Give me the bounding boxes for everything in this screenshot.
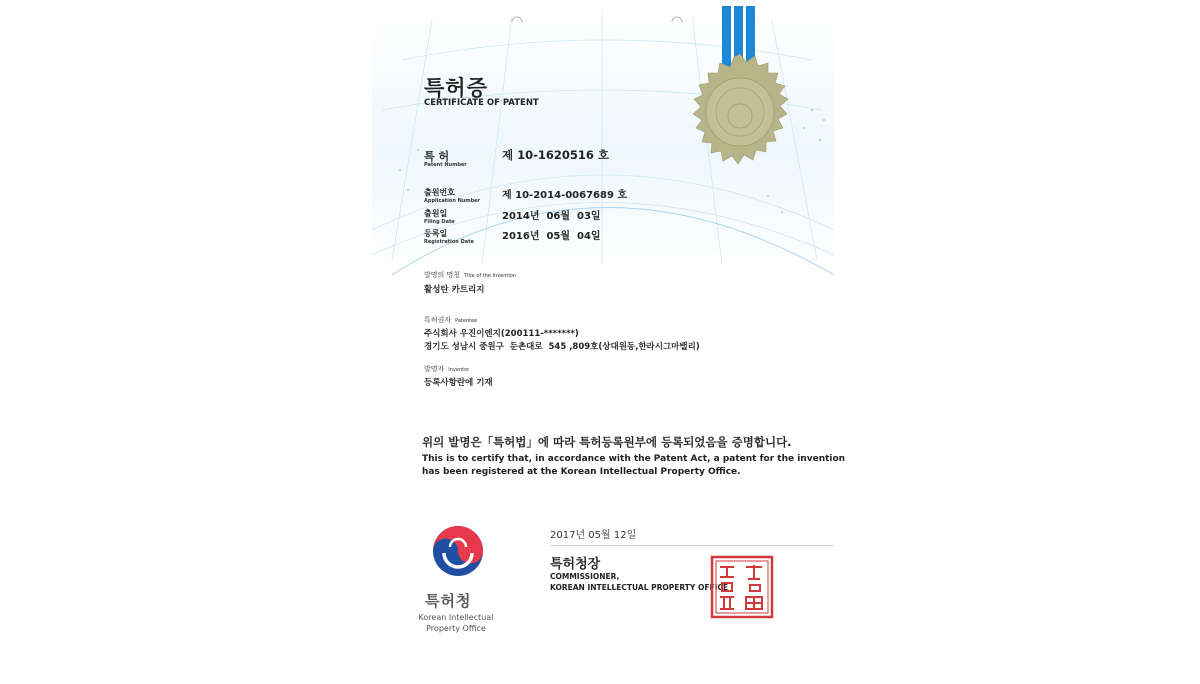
patent-number-value: 제 10-1620516 호: [502, 148, 610, 162]
patent-number-label: 특 허: [424, 150, 450, 163]
certification-statement-en-line2: has been registered at the Korean Intellectual Property Office.: [422, 467, 741, 477]
application-number-label-en: Application Number: [424, 198, 481, 204]
kipo-name-en-line1: Korean Intellectual: [418, 613, 494, 622]
commissioner-title-en-line2: KOREAN INTELLECTUAL PROPERTY OFFICE: [550, 583, 729, 592]
patentee-label-en: Patentee: [455, 318, 478, 324]
certification-statement-ko: 위의 발명은「특허법」에 따라 특허등록원부에 등록되었음을 증명합니다.: [422, 435, 792, 449]
registration-date-label: 등록일: [424, 229, 448, 238]
inventor-label-ko: 발명자: [424, 365, 445, 373]
application-number-label: 출원번호: [424, 188, 455, 197]
patentee-name: 주식회사 우진이엔지(200111-*******): [424, 329, 579, 339]
invention-title-label-en: Title of the Invention: [464, 273, 516, 279]
filing-date-value: 2014년 06월 03일: [502, 211, 601, 222]
certification-statement-en-line1: This is to certify that, in accordance with the Patent Act, a patent for the invention: [422, 454, 846, 464]
certificate-title-en: CERTIFICATE OF PATENT: [424, 98, 539, 108]
commissioner-title-en-line1: COMMISSIONER,: [550, 572, 620, 581]
patent-number-label-en: Patent Number: [424, 162, 467, 168]
application-number-value: 제 10-2014-0067689 호: [502, 190, 628, 201]
certification-statement-en: [422, 453, 845, 479]
gold-seal-icon: [672, 6, 812, 186]
registration-date-value: 2016년 05월 04일: [502, 231, 601, 242]
commissioner-title-ko: 특허청장: [550, 557, 601, 572]
patentee-address: 경기도 성남시 중원구 둔촌대로 545 ,809호(상대원동,한라시그마밸리): [424, 342, 700, 352]
invention-title-value: 활성탄 카트리지: [424, 285, 485, 295]
commissioner-title-en: [550, 571, 728, 593]
filing-date-label-en: Filing Date: [424, 219, 455, 225]
patentee-label-ko: 특허권자: [424, 316, 452, 324]
signature-divider: [550, 545, 834, 546]
inventor-label-en: Inventor: [448, 367, 470, 373]
kipo-name-ko: 특허청: [425, 592, 472, 610]
certificate-title: 특허증: [424, 76, 488, 100]
kipo-name-en: [406, 612, 506, 634]
patentee-label: [424, 315, 477, 325]
registration-date-label-en: Registration Date: [424, 239, 474, 245]
issue-date: 2017년 05월 12일: [550, 530, 637, 541]
invention-title-label: [424, 270, 516, 280]
inventor-value: 등록사항란에 기재: [424, 378, 493, 388]
patent-certificate: [372, 0, 846, 684]
red-official-stamp-icon: [710, 555, 774, 619]
kipo-name-en-line2: Property Office: [426, 624, 486, 633]
inventor-label: [424, 364, 469, 374]
invention-title-label-ko: 발명의 명칭: [424, 271, 461, 279]
filing-date-label: 출원일: [424, 209, 448, 218]
kipo-taegeuk-logo-icon: [430, 523, 486, 579]
